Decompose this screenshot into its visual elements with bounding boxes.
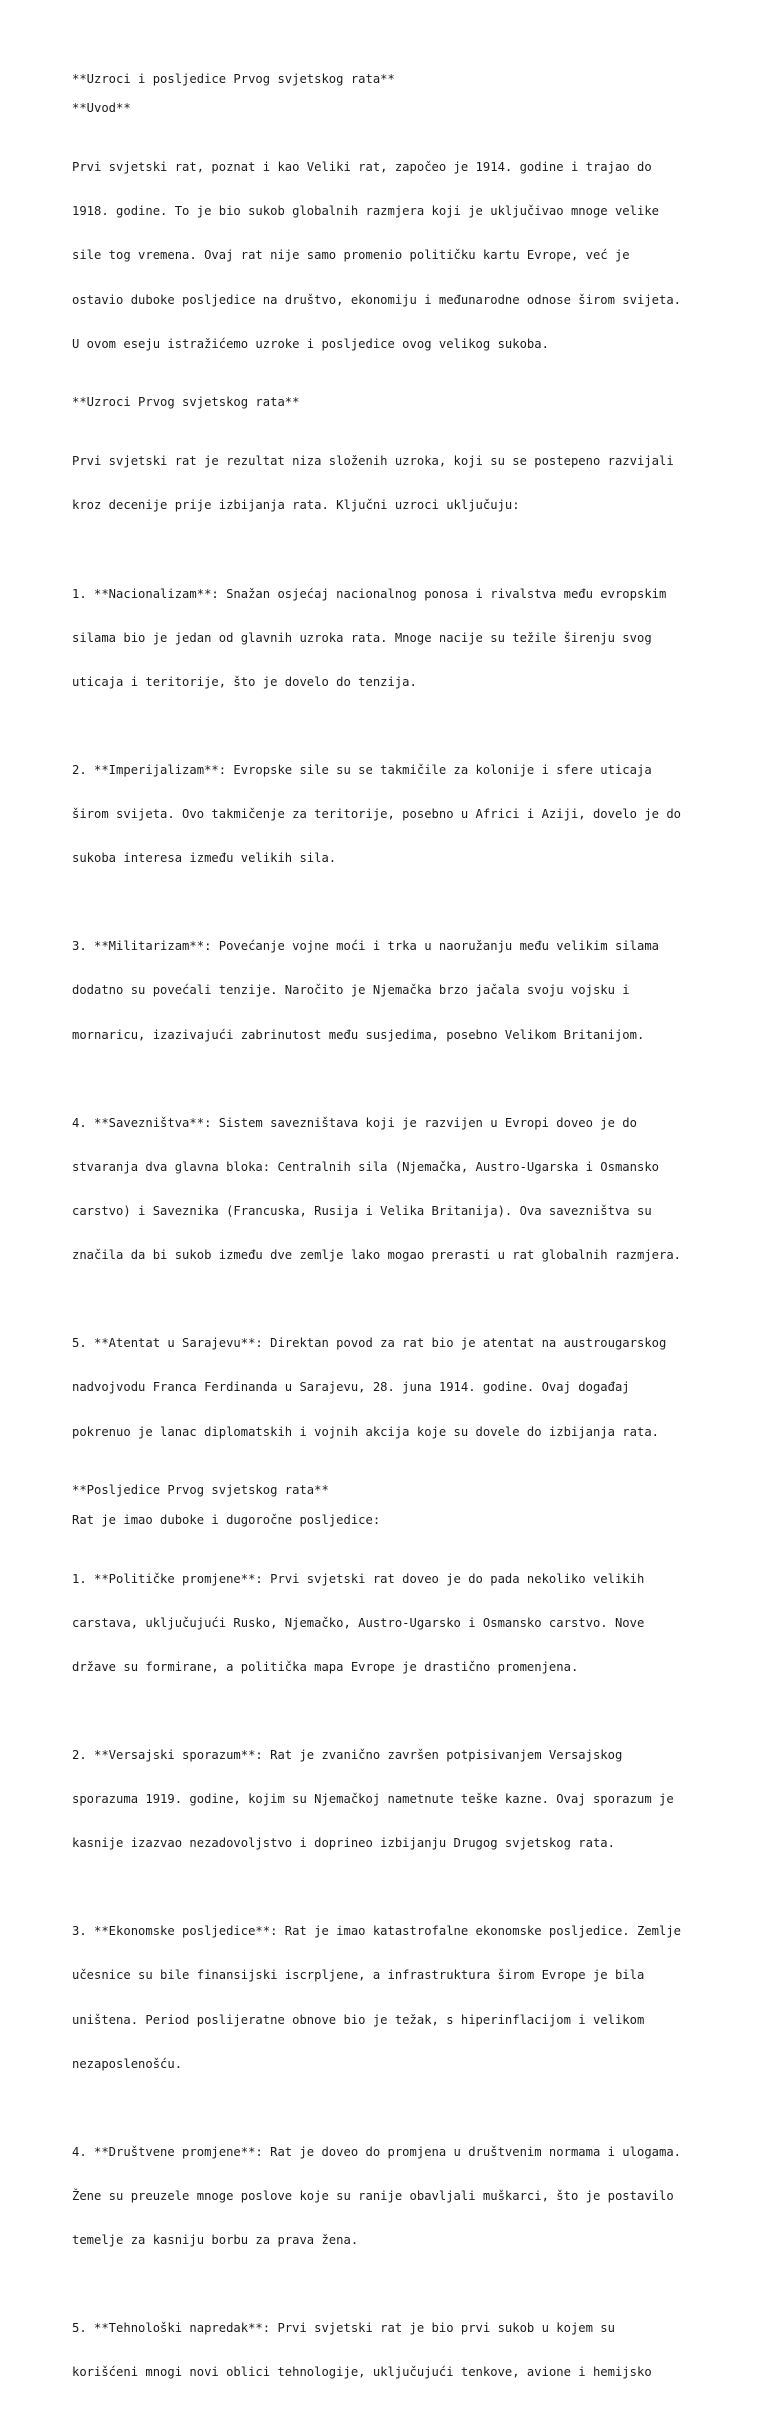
consequence-item-versailles: 2. **Versajski sporazum**: Rat je zvanično završen potpisivanjem Versajskog sporazuma 1919. godine, kojim su Njemačkoj nametnute teške kazne. Ovaj sporazum je kasnije izazvao nezadovoljstvo i doprineo izbijanju Drugog svjetskog rata. <box>72 1747 674 1851</box>
consequence-item-technology: 5. **Tehnološki napredak**: Prvi svjetski rat je bio prvi sukob u kojem su korišćeni mnogi novi oblici tehnologije, uključujući tenkove, avione i hemijsko <box>72 2321 652 2380</box>
section-heading-causes: **Uzroci Prvog svjetskog rata** <box>72 395 300 410</box>
cause-item-alliances: 4. **Savezništva**: Sistem savezništava koji je razvijen u Evropi doveo je do stvaranja dva glavna bloka: Centralnih sila (Njemačka, Austro-Ugarska i Osmansko carstvo) i Saveznika (Francuska, Rusija i Velika Britanija). Ova savezništva su značila da bi sukob između dve zemlje lako mogao prerasti u rat globalnih razmjera. <box>72 1115 682 1263</box>
document-title: **Uzroci i posljedice Prvog svjetskog rata** <box>72 72 395 86</box>
cause-item-nationalism: 1. **Nacionalizam**: Snažan osjećaj nacionalnog ponosa i rivalstva među evropskim silama bio je jedan od glavnih uzroka rata. Mnoge nacije su težile širenju svog uticaja i teritorije, što je dovelo do tenzija. <box>72 586 667 689</box>
document-page <box>72 72 712 2424</box>
section-heading-intro: **Uvod** <box>72 101 131 116</box>
cause-item-militarism: 3. **Militarizam**: Povećanje vojne moći i trka u naoružanju među velikim silama dodatno su povećali tenzije. Naročito je Njemačka brzo jačala svoju vojsku i mornaricu, izazivajući zabrinutost među susjedima, posebno Velikom Britanijom. <box>72 939 659 1042</box>
causes-intro-paragraph: Prvi svjetski rat je rezultat niza složenih uzroka, koji su se postepeno razvijali kroz decenije prije izbijanja rata. Ključni uzroci uključuju: <box>72 454 674 513</box>
consequence-item-social: 4. **Društvene promjene**: Rat je doveo do promjena u društvenim normama i ulogama. Žene su preuzele mnoge poslove koje su ranije obavljali muškarci, što je postavilo temelje za kasniju borbu za prava žena. <box>72 2144 682 2248</box>
section-heading-consequences: **Posljedice Prvog svjetskog rata** <box>72 1483 329 1498</box>
consequence-item-political: 1. **Političke promjene**: Prvi svjetski rat doveo je do pada nekoliko velikih carstava, uključujući Rusko, Njemačko, Austro-Ugarsko i Osmansko carstvo. Nove države su formirane, a politička mapa Evrope je drastično promenjena. <box>72 1571 645 1674</box>
intro-paragraph: Prvi svjetski rat, poznat i kao Veliki rat, započeo je 1914. godine i trajao do 1918. godine. To je bio sukob globalnih razmjera koji je uključivao mnoge velike sile tog vremena. Ovaj rat nije samo promenio političku kartu Evrope, već je ostavio duboke posljedice na društvo, ekonomiju i međunarodne odnose širom svijeta. U ovom eseju istražićemo uzroke i posljedice ovog velikog sukoba. <box>72 160 682 351</box>
consequence-item-economic: 3. **Ekonomske posljedice**: Rat je imao katastrofalne ekonomske posljedice. Zemlje učesnice su bile finansijski iscrpljene, a infrastruktura širom Evrope je bila uništena. Period poslijeratne obnove bio je težak, s hiperinflacijom i velikom nezaposlenošću. <box>72 1924 682 2071</box>
consequences-intro-paragraph: Rat je imao duboke i dugoročne posljedice: <box>72 1512 381 1527</box>
cause-item-imperialism: 2. **Imperijalizam**: Evropske sile su se takmičile za kolonije i sfere uticaja širom svijeta. Ovo takmičenje za teritorije, posebno u Africi i Aziji, dovelo je do sukoba interesa između velikih sila. <box>72 762 682 866</box>
cause-item-assassination: 5. **Atentat u Sarajevu**: Direktan povod za rat bio je atentat na austrougarskog nadvojvodu Franca Ferdinanda u Sarajevu, 28. juna 1914. godine. Ovaj događaj pokrenuo je lanac diplomatskih i vojnih akcija koje su dovele do izbijanja rata. <box>72 1336 667 1439</box>
